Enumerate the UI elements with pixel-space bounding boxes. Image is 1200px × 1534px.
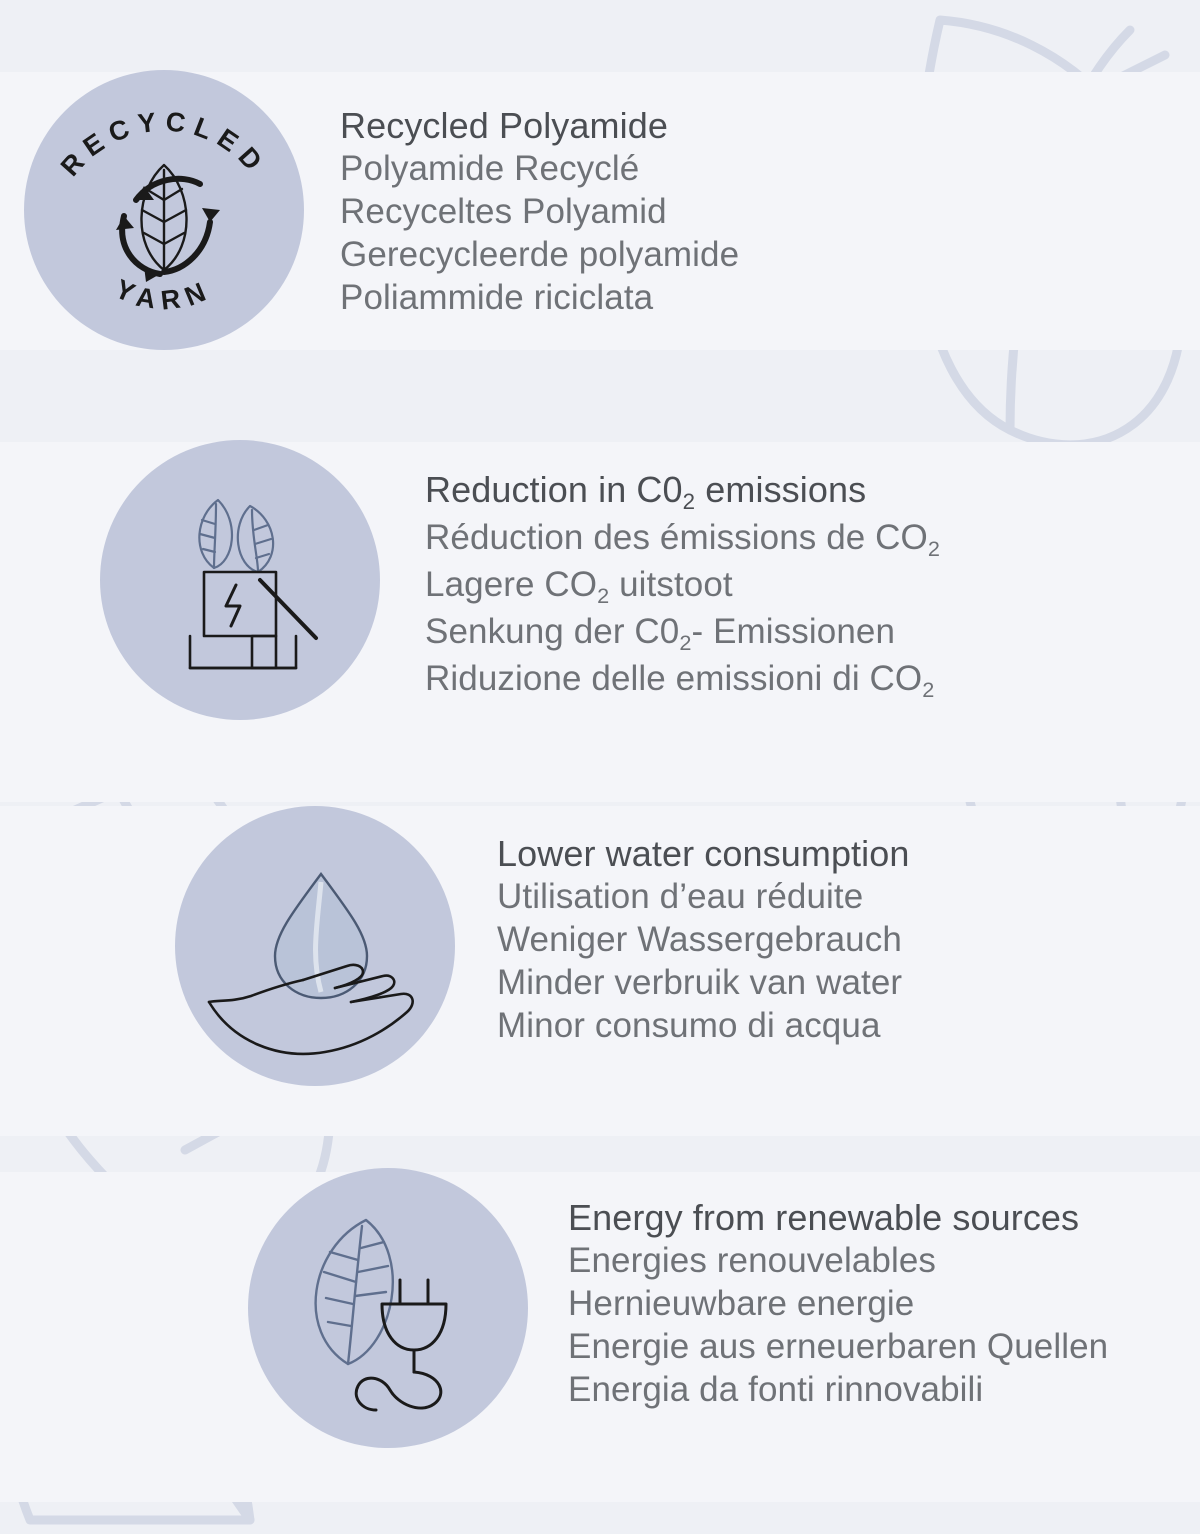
feature-line: Poliammide riciclata [340,278,654,317]
feature-line: Hernieuwbare energie [568,1284,915,1323]
feature-line: Reduction in $C0_2$ emissions [425,469,867,514]
feature-line: Energia da fonti rinnovabili [568,1370,984,1409]
feature-line: Energy from renewable sources [568,1197,1080,1238]
feature-line: Riduzione delle emissioni di $CO_2$ [425,659,935,702]
feature-text-block-4 [568,1168,1108,1411]
feature-line: Senkung der $C0_2-$ Emissionen [425,612,896,655]
badge-text-bottom: YARN [110,273,218,316]
feature-line: Réduction des émissions de $CO_2$ [425,518,941,561]
factory-with-leaves-icon [100,440,380,720]
feature-line: Polyamide Recyclé [340,149,640,188]
feature-text-block-1 [340,70,739,319]
feature-line: Minor consumo di acqua [497,1006,881,1045]
leaf-with-power-plug-icon [248,1168,528,1448]
recycled-yarn-badge-icon [24,70,304,350]
feature-row-renewable-energy [248,1168,1108,1448]
feature-line: Utilisation d’eau réduite [497,877,864,916]
feature-line: Weniger Wassergebrauch [497,920,902,959]
feature-line: Energie aus erneuerbaren Quellen [568,1327,1109,1366]
feature-line: Gerecycleerde polyamide [340,235,740,274]
feature-row-co2-reduction [100,440,940,720]
feature-line: Lagere $CO_2$ uitstoot [425,565,733,608]
badge-text-top: RECYCLED [54,106,274,182]
feature-line: Recycled Polyamide [340,105,668,146]
feature-line: Energies renouvelables [568,1241,936,1280]
feature-line: Lower water consumption [497,833,910,874]
feature-row-recycled-polyamide [24,70,739,350]
feature-line: Recyceltes Polyamid [340,192,667,231]
feature-line: Minder verbruik van water [497,963,903,1002]
feature-text-block-2 [425,440,940,704]
hand-with-water-drop-icon [175,806,455,1086]
feature-row-water-consumption [175,806,910,1086]
feature-text-block-3 [497,806,910,1047]
